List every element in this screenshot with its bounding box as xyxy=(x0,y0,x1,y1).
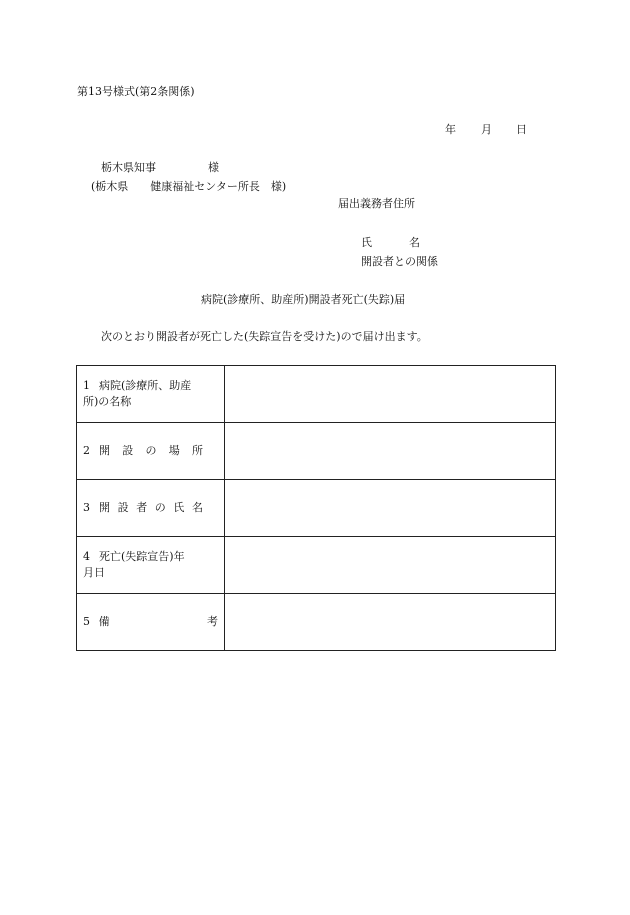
intro-text: 次のとおり開設者が死亡した(失踪宣告を受けた)ので届け出ます。 xyxy=(101,330,428,343)
remarks-field[interactable] xyxy=(225,594,556,651)
row-number: 5 xyxy=(83,615,90,628)
form-number: 第13号様式(第2条関係) xyxy=(77,85,195,98)
row-label-line1: 病院(診療所、助産 xyxy=(99,379,192,392)
row-label-second: 考 xyxy=(207,615,218,628)
location-field[interactable] xyxy=(225,423,556,480)
hospital-name-field[interactable] xyxy=(225,366,556,423)
row-label-hospital-name xyxy=(77,366,225,423)
row-label-line2: 所)の名称 xyxy=(83,395,132,408)
row-label-line1: 死亡(失踪宣告)年 xyxy=(99,550,185,563)
date-year-label: 年 xyxy=(445,123,456,136)
table-row xyxy=(77,480,556,537)
row-number: 3 xyxy=(83,501,90,514)
row-number: 2 xyxy=(83,444,90,457)
table-row xyxy=(77,423,556,480)
row-label-location xyxy=(77,423,225,480)
row-label-founder-name xyxy=(77,480,225,537)
row-label-line2: 月日 xyxy=(83,566,105,579)
document-title: 病院(診療所、助産所)開設者死亡(失踪)届 xyxy=(201,293,406,306)
table-row xyxy=(77,537,556,594)
date-day-label: 日 xyxy=(516,123,527,136)
report-table xyxy=(76,365,556,651)
table-row xyxy=(77,366,556,423)
reporter-name-label-first: 氏 xyxy=(361,236,372,249)
addressee-center-chief: (栃木県 健康福祉センター所長 様) xyxy=(91,180,287,193)
addressee-honorific: 様 xyxy=(208,161,219,174)
row-label: 開設の場所 xyxy=(99,444,203,457)
addressee-governor: 栃木県知事 xyxy=(101,161,156,174)
reporter-relation-label: 開設者との関係 xyxy=(361,255,438,268)
founder-name-field[interactable] xyxy=(225,480,556,537)
table-row xyxy=(77,594,556,651)
row-label: 開設者の氏名 xyxy=(99,501,203,514)
row-number: 1 xyxy=(83,379,90,392)
date-month-label: 月 xyxy=(481,123,492,136)
row-label-remarks xyxy=(77,594,225,651)
row-label-first: 備 xyxy=(98,615,110,628)
row-number: 4 xyxy=(83,550,90,563)
death-date-field[interactable] xyxy=(225,537,556,594)
row-label-death-date xyxy=(77,537,225,594)
reporter-address-label: 届出義務者住所 xyxy=(338,197,415,210)
reporter-name-label-second: 名 xyxy=(409,236,420,249)
row-label xyxy=(99,614,218,630)
